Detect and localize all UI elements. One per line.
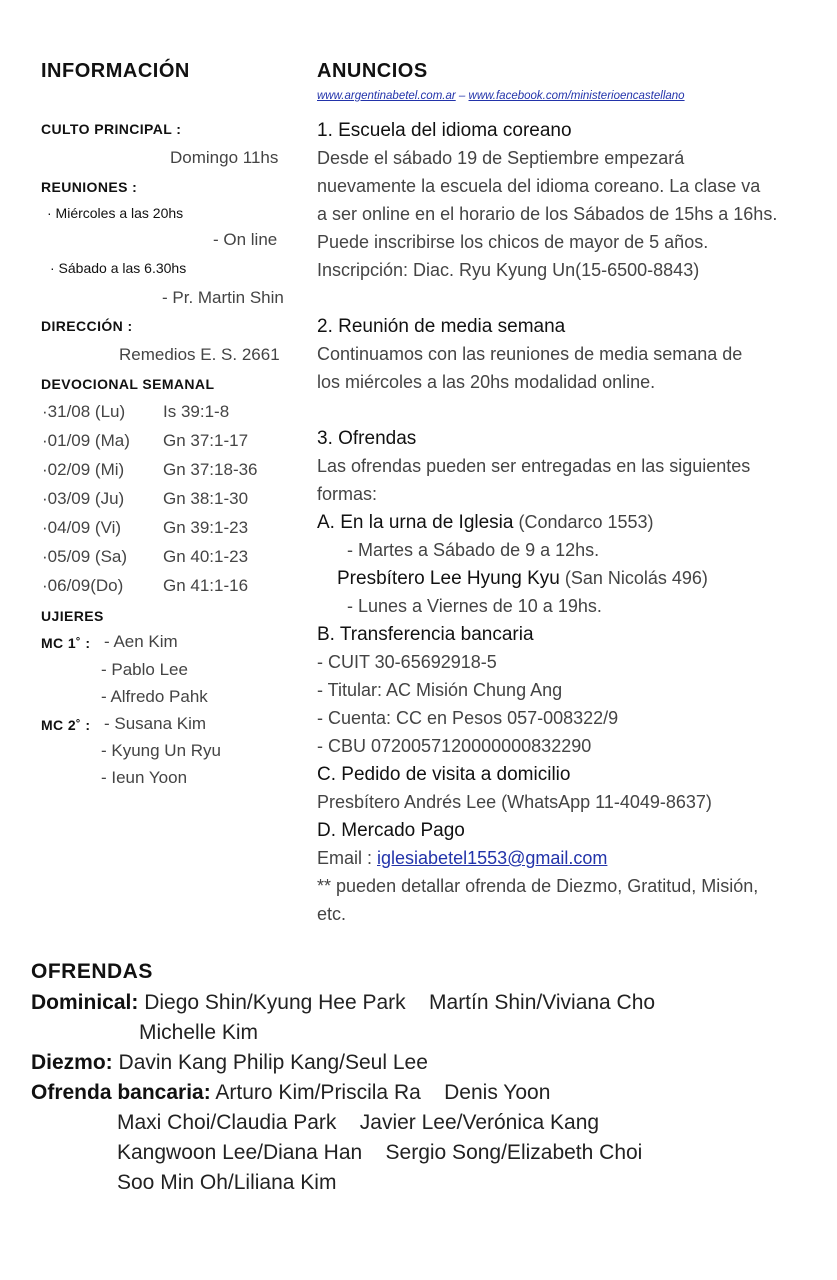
ujieres-label: UJIERES — [41, 608, 104, 624]
mc1-usher: - Pablo Lee — [101, 660, 188, 679]
diezmo-names: Davin Kang Philip Kang/Seul Lee — [112, 1051, 428, 1074]
devocional-ref: Gn 40:1-23 — [163, 547, 249, 566]
option-c-title: C. Pedido de visita a domicilio — [317, 764, 571, 785]
mc2-label: MC 2˚ : — [41, 717, 91, 733]
diezmo-label: Diezmo: — [31, 1051, 113, 1074]
option-a-title: A. En la urna de Iglesia — [317, 512, 514, 533]
section-1-title: 1. Escuela del idioma coreano — [317, 120, 572, 141]
mc2-usher: - Kyung Un Ryu — [101, 741, 221, 760]
section-1-line: nuevamente la escuela del idioma coreano. La clase va — [317, 176, 761, 196]
dominical-names: Diego Shin/Kyung Hee Park Martín Shin/Viviana Cho — [138, 991, 656, 1014]
section-3-line: formas: — [317, 484, 378, 504]
option-b-line: - CBU 0720057120000000832290 — [317, 736, 592, 756]
dominical-label: Dominical: — [31, 991, 139, 1014]
email-link[interactable]: iglesiabetel1553@gmail.com — [377, 848, 608, 868]
section-3-line: Las ofrendas pueden ser entregadas en las siguientes — [317, 456, 751, 476]
culto-label: CULTO PRINCIPAL : — [41, 121, 182, 137]
email-label: Email : — [317, 848, 378, 868]
devocional-date: ·03/09 (Ju) — [42, 489, 125, 508]
option-b-line: - CUIT 30-65692918-5 — [317, 652, 497, 672]
mc2-usher: - Susana Kim — [104, 714, 207, 733]
bancaria-line — [31, 1081, 550, 1105]
section-1-line: a ser online en el horario de los Sábados de 15hs a 16hs. — [317, 204, 778, 224]
reuniones-label: REUNIONES : — [41, 179, 138, 195]
culto-value: Domingo 11hs — [170, 148, 279, 167]
section-1-line: Puede inscribirse los chicos de mayor de 5 años. — [317, 232, 709, 252]
option-b-title: B. Transferencia bancaria — [317, 624, 534, 645]
section-1-line: Inscripción: Diac. Ryu Kyung Un(15-6500-8843) — [317, 260, 700, 280]
direccion-label: DIRECCIÓN : — [41, 318, 133, 334]
option-c-line: Presbítero Andrés Lee (WhatsApp 11-4049-8637) — [317, 792, 712, 812]
option-d-email — [317, 848, 607, 869]
devocional-date: ·01/09 (Ma) — [42, 431, 130, 450]
section-2-line: Continuamos con las reuniones de media semana de — [317, 344, 743, 364]
dominical-names-2: Michelle Kim — [139, 1021, 259, 1044]
devocional-date: ·02/09 (Mi) — [42, 460, 125, 479]
devocional-ref: Gn 37:1-17 — [163, 431, 249, 450]
bancaria-names-2: Maxi Choi/Claudia Park Javier Lee/Verónica Kang — [117, 1111, 600, 1134]
option-a-hours: - Martes a Sábado de 9 a 12hs. — [347, 540, 600, 560]
option-a — [317, 512, 654, 534]
devocional-date: ·31/08 (Lu) — [42, 402, 126, 421]
section-1-line: Desde el sábado 19 de Septiembre empezará — [317, 148, 685, 168]
presbitero-address: (San Nicolás 496) — [559, 568, 708, 588]
link-separator: – — [455, 90, 469, 102]
section-2-line: los miércoles a las 20hs modalidad online. — [317, 372, 656, 392]
website-link[interactable]: www.argentinabetel.com.ar — [317, 90, 456, 102]
option-b-line: - Cuenta: CC en Pesos 057-008322/9 — [317, 708, 619, 728]
info-heading: INFORMACIÓN — [41, 60, 190, 82]
option-d-note: ** pueden detallar ofrenda de Diezmo, Gratitud, Misión, — [317, 876, 759, 896]
bancaria-label: Ofrenda bancaria: — [31, 1081, 211, 1104]
bancaria-names: Arturo Kim/Priscila Ra Denis Yoon — [210, 1081, 551, 1104]
devocional-ref: Gn 39:1-23 — [163, 518, 249, 537]
ofrendas-heading: OFRENDAS — [31, 960, 153, 983]
devocional-ref: Gn 38:1-30 — [163, 489, 249, 508]
option-a-address: (Condarco 1553) — [513, 512, 654, 532]
devocional-date: ·06/09(Do) — [42, 576, 124, 595]
option-presbitero — [337, 568, 708, 590]
dominical-line — [31, 991, 655, 1015]
mc1-usher: - Aen Kim — [104, 632, 178, 651]
devocional-label: DEVOCIONAL SEMANAL — [41, 376, 215, 392]
devocional-date: ·05/09 (Sa) — [42, 547, 128, 566]
diezmo-line — [31, 1051, 428, 1075]
reunion-miercoles: · Miércoles a las 20hs — [47, 205, 184, 221]
section-2-title: 2. Reunión de media semana — [317, 316, 566, 337]
devocional-ref: Gn 41:1-16 — [163, 576, 249, 595]
devocional-ref: Is 39:1-8 — [163, 402, 230, 421]
mc1-usher: - Alfredo Pahk — [101, 687, 208, 706]
reunion-sabado-detail: - Pr. Martin Shin — [162, 288, 284, 307]
direccion-value: Remedios E. S. 2661 — [119, 345, 280, 364]
option-b-line: - Titular: AC Misión Chung Ang — [317, 680, 563, 700]
mc2-usher: - Ieun Yoon — [101, 768, 188, 787]
reunion-miercoles-detail: - On line — [213, 230, 278, 249]
presbitero-title: Presbítero Lee Hyung Kyu — [337, 568, 560, 589]
bancaria-names-3: Kangwoon Lee/Diana Han Sergio Song/Elizabeth Choi — [117, 1141, 643, 1164]
reunion-sabado: · Sábado a las 6.30hs — [50, 260, 187, 276]
anuncios-heading: ANUNCIOS — [317, 60, 428, 82]
mc1-label: MC 1˚ : — [41, 635, 91, 651]
links-line — [317, 90, 685, 102]
bancaria-names-4: Soo Min Oh/Liliana Kim — [117, 1171, 337, 1194]
section-3-title: 3. Ofrendas — [317, 428, 417, 449]
devocional-date: ·04/09 (Vi) — [42, 518, 122, 537]
facebook-link[interactable]: www.facebook.com/ministerioencastellano — [468, 90, 685, 102]
devocional-ref: Gn 37:18-36 — [163, 460, 258, 479]
presbitero-hours: - Lunes a Viernes de 10 a 19hs. — [347, 596, 602, 616]
option-d-note: etc. — [317, 904, 347, 924]
option-d-title: D. Mercado Pago — [317, 820, 465, 841]
